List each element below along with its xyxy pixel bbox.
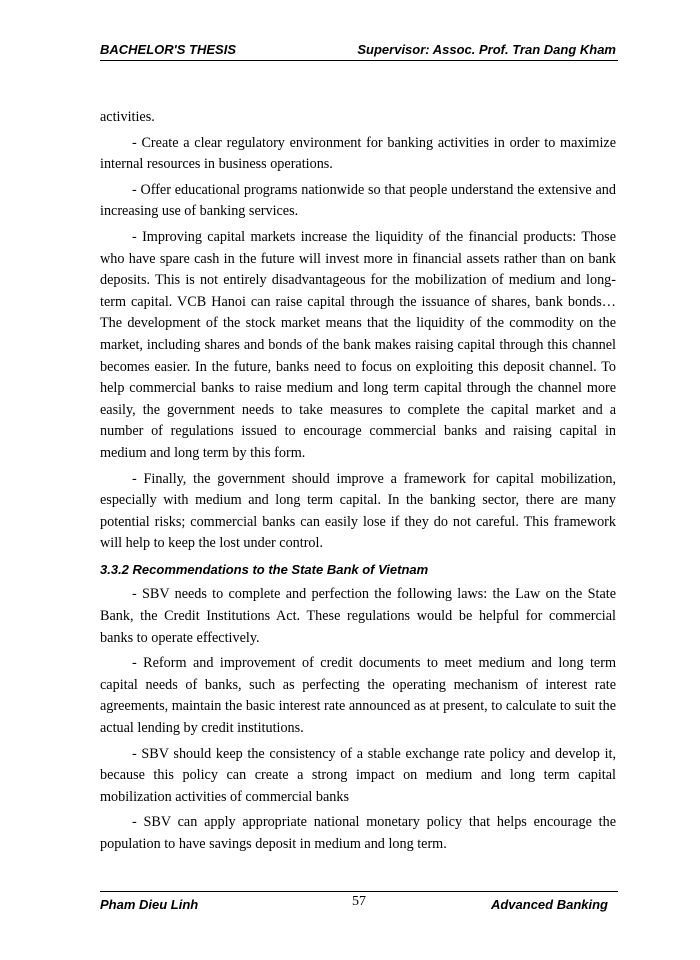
footer-author: Pham Dieu Linh bbox=[100, 897, 199, 912]
paragraph-credit-reform: - Reform and improvement of credit documents to meet medium and long term capital needs of banks, such as perfecting the operating mechanism of interest rate agreements, maintain the basic interest rate announced as at present, to calculate to suit the actual lending by credit institutions. bbox=[100, 655, 616, 737]
page-header bbox=[100, 40, 618, 61]
paragraph-regulatory-environment: - Create a clear regulatory environment for banking activities in order to maximize internal resources in business operations. bbox=[100, 134, 616, 173]
footer-course: Advanced Banking bbox=[490, 897, 608, 912]
paragraph-sbv-laws: - SBV needs to complete and perfection the following laws: the Law on the State Bank, the Credit Institutions Act. These regulations would be helpful for commercial banks to operate effectively. bbox=[100, 586, 616, 646]
document-body bbox=[100, 107, 616, 860]
header-supervisor: Supervisor: Assoc. Prof. Tran Dang Kham bbox=[357, 42, 616, 57]
section-heading: 3.3.2 Recommendations to the State Bank of Vietnam bbox=[100, 561, 429, 577]
page-footer bbox=[100, 891, 618, 916]
paragraph-monetary-policy: - SBV can apply appropriate national monetary policy that helps encourage the population to have savings deposit in medium and long term. bbox=[100, 814, 616, 852]
paragraph-continuation: activities. bbox=[100, 109, 155, 125]
page-number: 57 bbox=[352, 894, 366, 909]
paragraph-framework: - Finally, the government should improve a framework for capital mobilization, especially with medium and long term capital. In the banking sector, there are many potential risks; commercial banks can easily lose if they do not careful. This framework will help to keep the lost under control. bbox=[100, 470, 616, 552]
header-thesis-title: BACHELOR'S THESIS bbox=[100, 42, 236, 57]
paragraph-exchange-rate: - SBV should keep the consistency of a stable exchange rate policy and develop it, because this policy can create a strong impact on medium and long term capital mobilization activities of commercial banks bbox=[100, 745, 616, 805]
paragraph-capital-markets: - Improving capital markets increase the liquidity of the financial products: Those who have spare cash in the future will invest more in financial assets rather than on bank deposits. This is not entirely disadvantageous for the mobilization of medium and long-term capital. VCB Hanoi can raise capital through the issuance of shares, bank bonds… The development of the stock market means that the liquidity of the commodity on the market, including shares and bonds of the bank makes raising capital through this channel becomes easier. In the future, banks need to focus on exploiting this deposit channel. To help commercial banks to raise medium and long term capital through the channel more easily, the government needs to take measures to complete the capital market and a number of regulations issued to encourage commercial banks and raising capital in medium and long term by this form. bbox=[100, 228, 616, 461]
paragraph-educational-programs: - Offer educational programs nationwide so that people understand the extensive and increasing use of banking services. bbox=[100, 181, 616, 220]
